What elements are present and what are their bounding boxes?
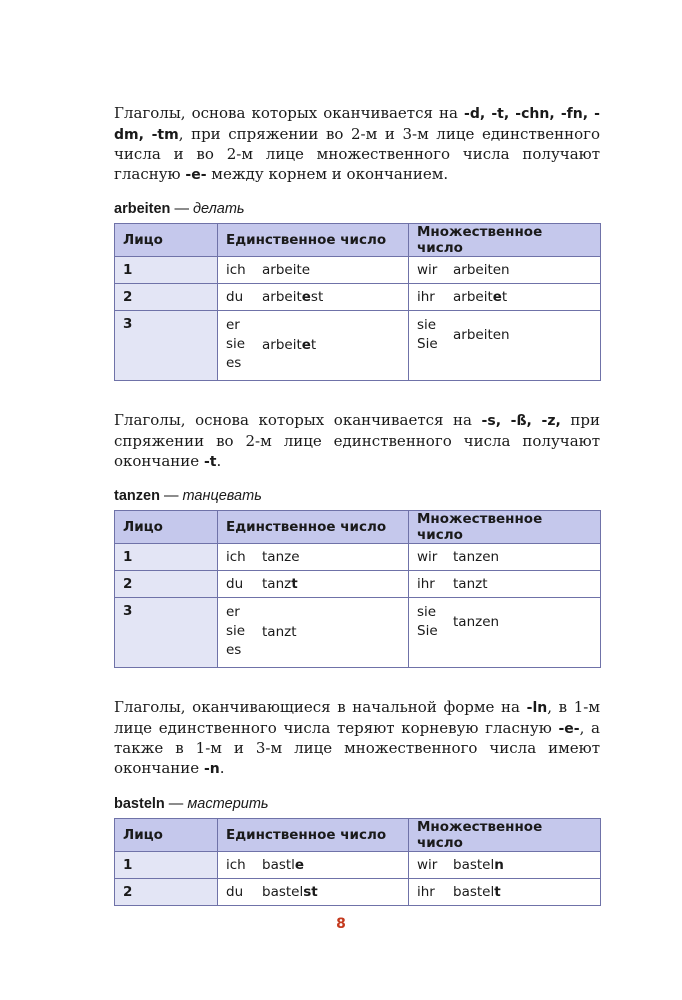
page-content — [114, 104, 600, 906]
singular-cell — [218, 598, 409, 668]
person-cell: 1 — [115, 851, 218, 878]
pronoun-line: sie — [226, 336, 246, 353]
caption-dash: — — [168, 795, 184, 812]
verb-form — [453, 327, 510, 343]
column-header: Единственное число — [218, 818, 409, 851]
pronoun-line: es — [226, 355, 242, 372]
pronoun — [417, 576, 453, 592]
verb-form-part: t — [291, 576, 298, 593]
table-row — [115, 598, 601, 668]
pronoun-line: ich — [226, 856, 246, 873]
verb-form — [453, 614, 499, 630]
verb-form — [262, 576, 298, 592]
verb-form — [262, 857, 304, 873]
verb-form-part: tanz — [262, 576, 292, 593]
pronoun — [417, 316, 453, 354]
rule-text-run: . — [216, 451, 222, 470]
verb-form-part: bastl — [262, 856, 295, 873]
pronoun — [417, 857, 453, 873]
pronoun — [417, 549, 453, 565]
verb-form-part: t — [310, 336, 317, 353]
cell-content — [226, 576, 408, 592]
verb-form-part: arbeiten — [453, 327, 510, 344]
verb-form-part: tanzt — [262, 623, 297, 640]
verb-form-part: e — [294, 856, 305, 873]
plural-cell — [409, 571, 601, 598]
verb-form — [453, 289, 507, 305]
rule-text-run: , в 1-м лице единственного числа теряют корневую гласную — [114, 698, 601, 737]
rule-text-run: , при спряжении во 2-м и 3-м лице единственного числа и во 2-м лице множественного числа получают гласную — [114, 124, 600, 183]
pronoun — [417, 262, 453, 278]
cell-content — [417, 316, 600, 354]
verb-form — [262, 884, 318, 900]
plural-cell — [409, 257, 601, 284]
table-row — [115, 851, 601, 878]
verb-form-part: tanzt — [453, 576, 488, 593]
pronoun-line: wir — [417, 262, 438, 279]
cell-content — [417, 603, 600, 641]
pronoun — [226, 884, 262, 900]
verb-form — [262, 549, 300, 565]
pronoun-line: sie — [226, 623, 246, 640]
rule-text — [114, 104, 600, 185]
singular-cell — [218, 284, 409, 311]
rule-text-run: Глаголы, основа которых оканчивается на — [114, 104, 465, 122]
verb-form-part: n — [494, 856, 504, 873]
pronoun-line: ich — [226, 549, 246, 566]
verb-form-part: e — [492, 289, 502, 306]
pronoun-line: es — [226, 642, 242, 659]
table-row — [115, 284, 601, 311]
page-number: 8 — [336, 916, 346, 932]
verb-form-part: arbeite — [262, 262, 311, 279]
table-row — [115, 878, 601, 905]
pronoun — [226, 262, 262, 278]
verb-form-part: st — [303, 883, 318, 900]
verb-form-part: e — [301, 336, 311, 353]
singular-cell — [218, 878, 409, 905]
table-row — [115, 544, 601, 571]
rule-text — [114, 698, 600, 779]
pronoun-line: Sie — [417, 336, 438, 353]
pronoun — [226, 576, 262, 592]
verb-form — [262, 337, 316, 353]
verb-form — [453, 262, 510, 278]
rule-text-run: -ln — [526, 700, 548, 717]
verb-form-part: e — [301, 289, 311, 306]
rule-text-run: Глаголы, оканчивающиеся в начальной форме на — [114, 698, 527, 717]
caption-dash: — — [174, 201, 189, 218]
verb-form-part: tanzen — [453, 614, 500, 631]
cell-content — [226, 884, 408, 900]
rule-text-run: -n — [203, 760, 220, 777]
pronoun — [417, 289, 453, 305]
verb-caption — [114, 488, 600, 504]
verb-form — [453, 576, 488, 592]
cell-content — [417, 289, 600, 305]
verb-form-part: st — [310, 289, 324, 306]
pronoun-line: ihr — [417, 576, 435, 593]
cell-content — [226, 262, 408, 278]
pronoun-line: du — [226, 576, 244, 593]
cell-content — [226, 289, 408, 305]
column-header: Множественное число — [409, 511, 601, 544]
conjugation-table — [114, 510, 601, 668]
plural-cell — [409, 544, 601, 571]
cell-content — [226, 857, 408, 873]
pronoun — [417, 884, 453, 900]
pronoun-line: ich — [226, 262, 246, 279]
cell-content — [417, 857, 600, 873]
verb-translation: мастерить — [187, 795, 269, 812]
caption-dash: — — [163, 488, 179, 505]
person-cell: 3 — [115, 598, 218, 668]
singular-cell — [218, 544, 409, 571]
pronoun — [226, 316, 262, 373]
conjugation-table — [114, 818, 601, 906]
person-cell: 1 — [115, 544, 218, 571]
column-header: Единственное число — [218, 511, 409, 544]
pronoun — [226, 603, 262, 660]
rule-text-run: . — [219, 758, 225, 777]
rule-text-run: между корнем и окончанием. — [206, 164, 449, 183]
person-cell: 1 — [115, 257, 218, 284]
verb-form — [262, 262, 310, 278]
plural-cell — [409, 311, 601, 381]
pronoun-line: ihr — [417, 883, 435, 900]
verb-translation: танцевать — [182, 488, 262, 505]
singular-cell — [218, 571, 409, 598]
verb-form-part: arbeiten — [453, 262, 510, 279]
cell-content — [417, 576, 600, 592]
plural-cell — [409, 598, 601, 668]
pronoun-line: wir — [417, 856, 438, 873]
pronoun-line: er — [226, 604, 240, 621]
person-cell: 2 — [115, 571, 218, 598]
table-row — [115, 257, 601, 284]
verb-word: arbeiten — [114, 201, 171, 218]
pronoun-line: Sie — [417, 623, 438, 640]
table-row — [115, 571, 601, 598]
cell-content — [417, 262, 600, 278]
verb-caption — [114, 201, 600, 217]
pronoun — [226, 857, 262, 873]
plural-cell — [409, 284, 601, 311]
rule-text-run: Глаголы, основа которых оканчивается на — [114, 411, 482, 430]
rule-text-run: -s, -ß, -z, — [481, 413, 561, 430]
cell-content — [226, 603, 408, 660]
verb-form — [262, 289, 323, 305]
pronoun-line: er — [226, 317, 240, 334]
table-header-row — [115, 818, 601, 851]
verb-form — [453, 549, 499, 565]
column-header: Лицо — [115, 224, 218, 257]
rule-text — [114, 411, 600, 472]
verb-form-part: arbeit — [262, 336, 302, 353]
rule-text-run: -e- — [558, 720, 580, 737]
pronoun — [417, 603, 453, 641]
person-cell: 2 — [115, 878, 218, 905]
person-cell: 3 — [115, 311, 218, 381]
rule-text-run: -d, -t, -chn, -fn, -dm, -tm — [114, 106, 600, 143]
verb-caption — [114, 796, 600, 812]
singular-cell — [218, 257, 409, 284]
verb-form-part: bastel — [453, 883, 495, 900]
column-header: Множественное число — [409, 224, 601, 257]
rule-text-run: , а также в 1-м и 3-м лице множественного числа имеют окончание — [114, 718, 600, 777]
pronoun-line: sie — [417, 317, 437, 334]
plural-cell — [409, 878, 601, 905]
pronoun — [226, 549, 262, 565]
pronoun — [226, 289, 262, 305]
section-basteln — [114, 698, 600, 905]
plural-cell — [409, 851, 601, 878]
section-arbeiten — [114, 104, 600, 381]
verb-form-part: bastel — [262, 883, 304, 900]
cell-content — [226, 316, 408, 373]
pronoun-line: wir — [417, 549, 438, 566]
pronoun-line: du — [226, 289, 244, 306]
cell-content — [417, 549, 600, 565]
verb-form — [453, 857, 504, 873]
verb-form-part: t — [501, 289, 508, 306]
verb-form — [262, 624, 297, 640]
verb-form-part: arbeit — [453, 289, 493, 306]
verb-form-part: t — [494, 883, 501, 900]
verb-form-part: tanze — [262, 549, 300, 566]
verb-word: basteln — [114, 795, 165, 812]
rule-text-run: -e- — [185, 166, 207, 183]
verb-word: tanzen — [114, 488, 160, 505]
pronoun-line: ihr — [417, 289, 435, 306]
column-header: Единственное число — [218, 224, 409, 257]
rule-text-run: при спряжении во 2-м лице единственного числа получают окончание — [114, 411, 600, 470]
singular-cell — [218, 851, 409, 878]
verb-form-part: bastel — [453, 856, 495, 873]
verb-form-part: arbeit — [262, 289, 302, 306]
person-cell: 2 — [115, 284, 218, 311]
conjugation-table — [114, 223, 601, 381]
verb-form-part: tanzen — [453, 549, 500, 566]
pronoun-line: du — [226, 883, 244, 900]
cell-content — [417, 884, 600, 900]
singular-cell — [218, 311, 409, 381]
column-header: Лицо — [115, 511, 218, 544]
cell-content — [226, 549, 408, 565]
verb-translation: делать — [192, 201, 245, 218]
rule-text-run: -t — [203, 453, 217, 470]
pronoun-line: sie — [417, 604, 437, 621]
column-header: Лицо — [115, 818, 218, 851]
table-header-row — [115, 511, 601, 544]
column-header: Множественное число — [409, 818, 601, 851]
verb-form — [453, 884, 501, 900]
section-tanzen — [114, 411, 600, 668]
table-header-row — [115, 224, 601, 257]
table-row — [115, 311, 601, 381]
